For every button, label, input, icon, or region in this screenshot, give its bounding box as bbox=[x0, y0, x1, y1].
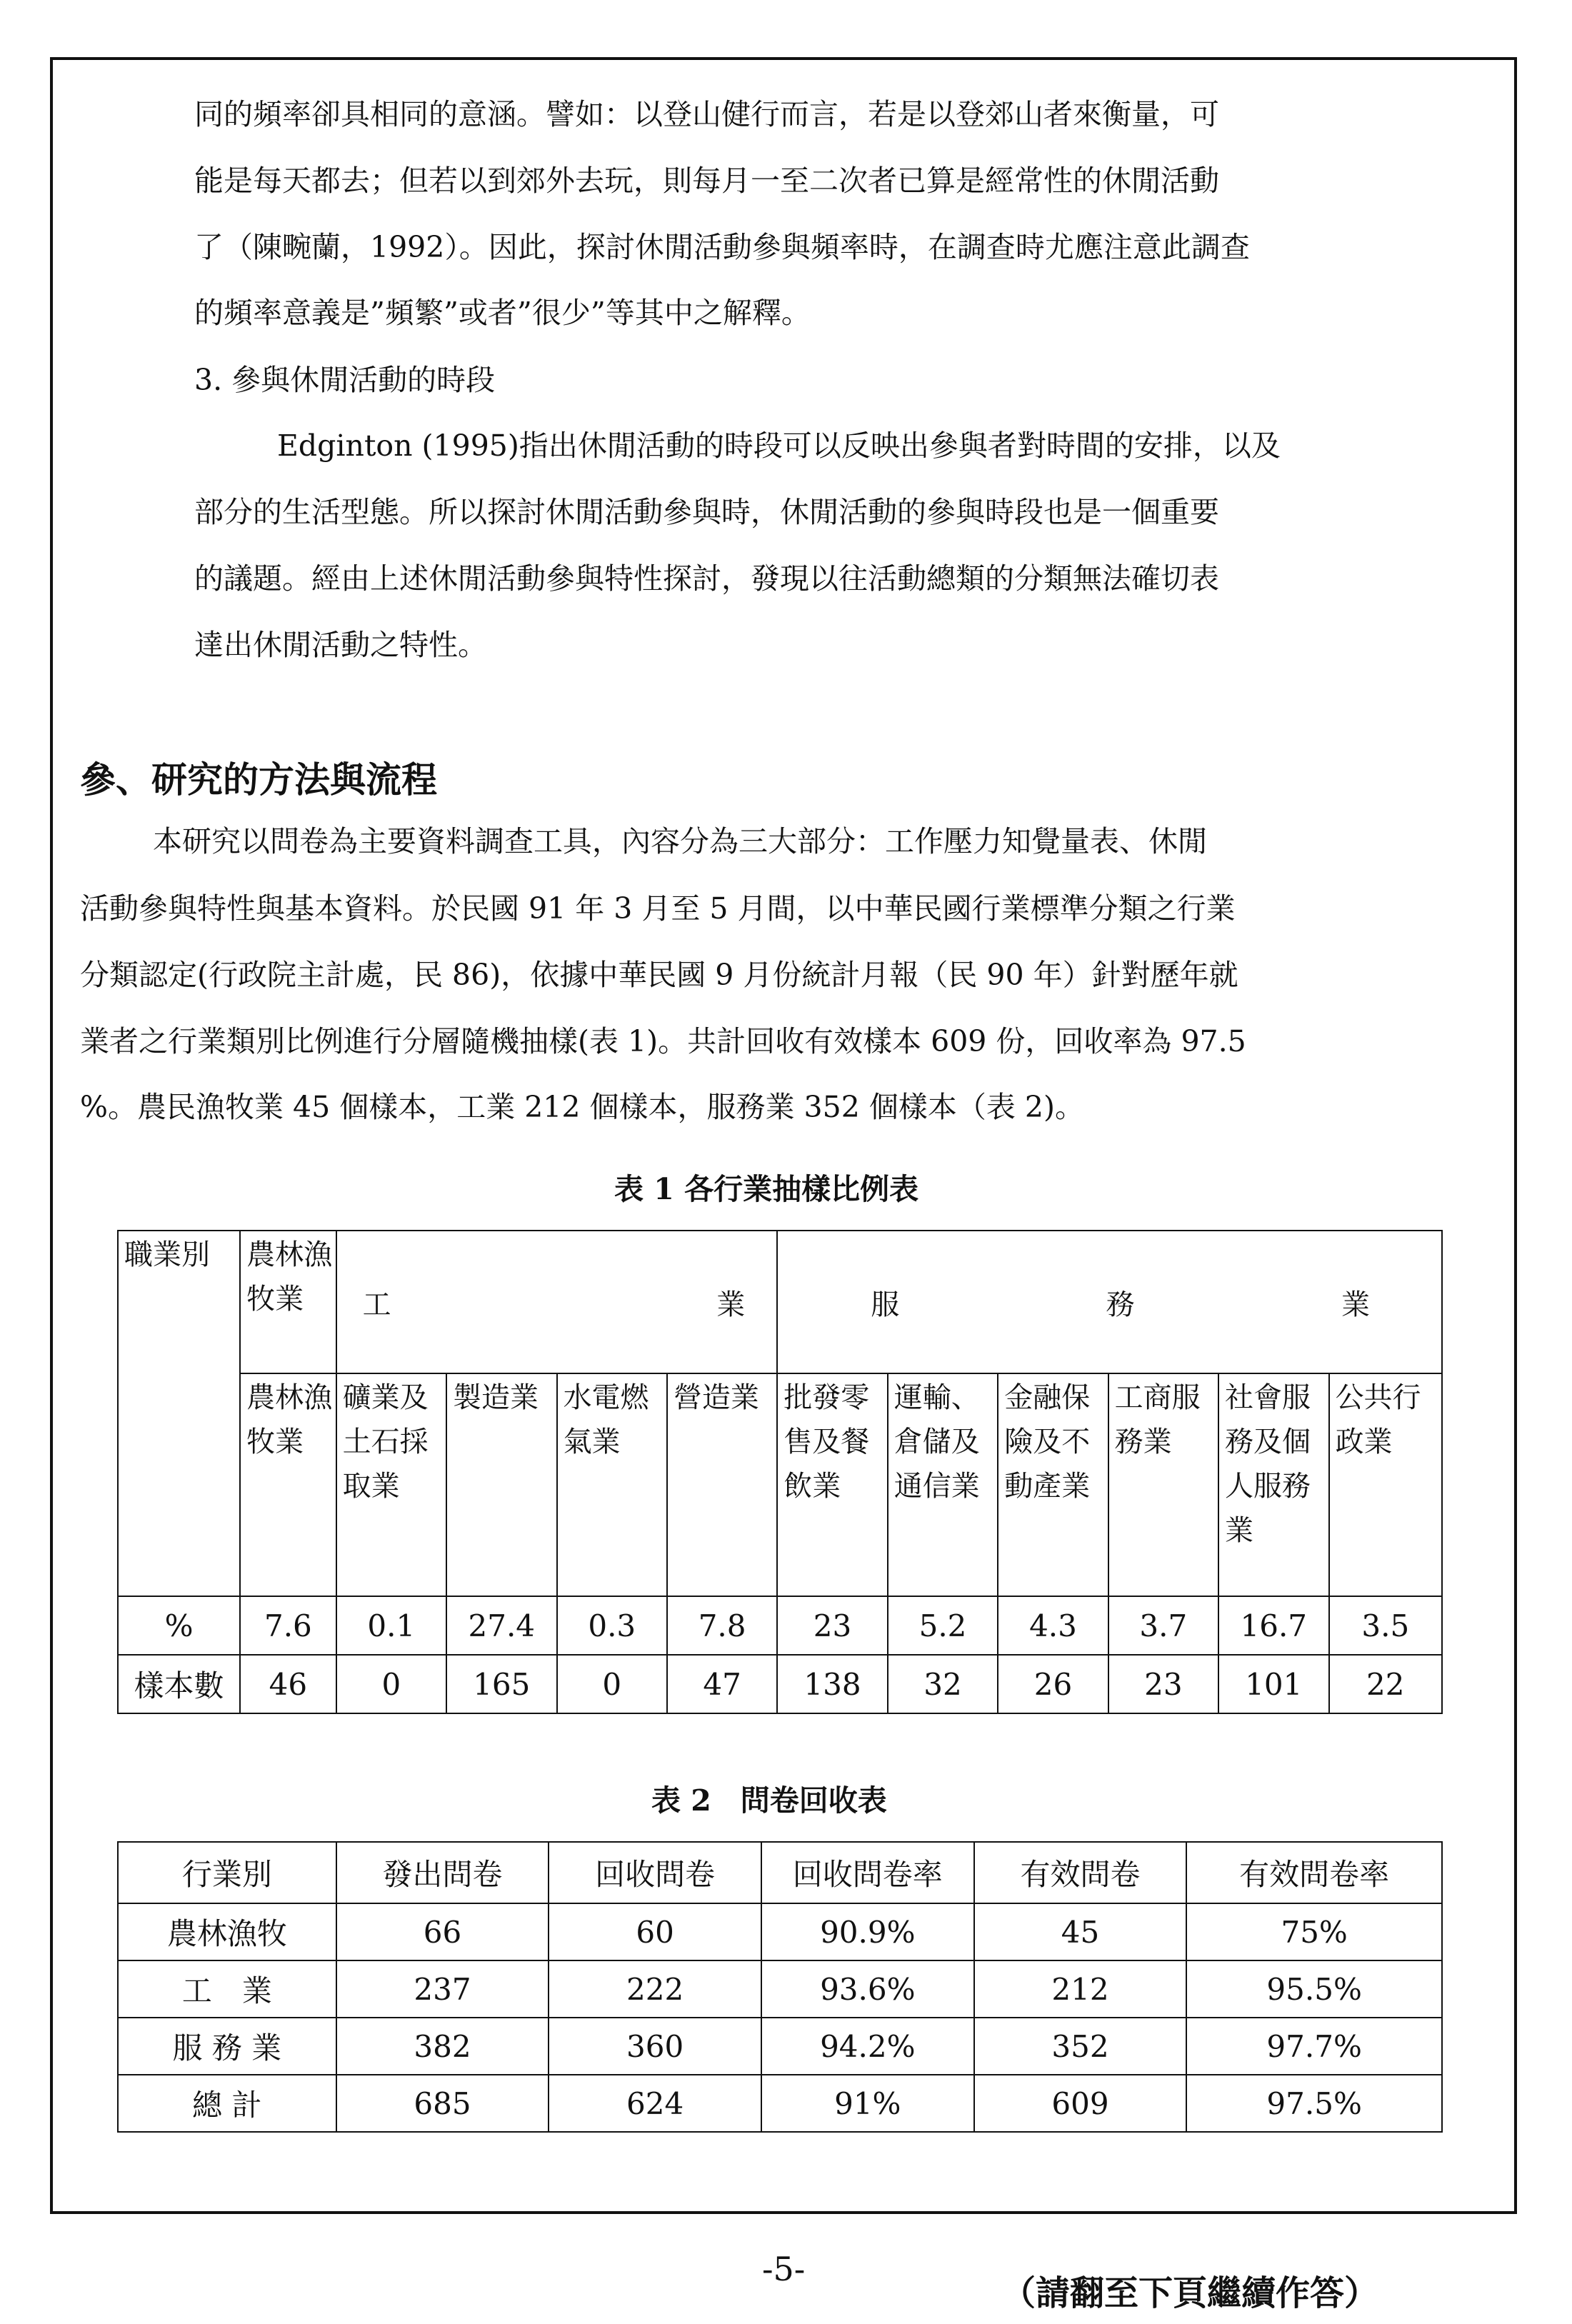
count-cell: 0 bbox=[557, 1655, 667, 1713]
percent-cell: 27.4 bbox=[446, 1596, 557, 1655]
table-cell: 60 bbox=[549, 1903, 761, 1960]
table-cell: 95.5% bbox=[1186, 1960, 1442, 2018]
table-cell: 624 bbox=[549, 2075, 761, 2132]
table1-caption: 表 1 各行業抽樣比例表 bbox=[614, 1172, 919, 1206]
corner-cell: 職業別 bbox=[118, 1231, 240, 1596]
percent-cell: 7.6 bbox=[240, 1596, 336, 1655]
sampling-ratio-table bbox=[117, 1230, 1443, 1714]
table-cell: 685 bbox=[336, 2075, 549, 2132]
text-line: 的頻率意義是”頻繁”或者”很少”等其中之解釋。 bbox=[194, 296, 811, 330]
table-row bbox=[118, 2018, 1442, 2075]
count-cell: 165 bbox=[446, 1655, 557, 1713]
count-cell: 0 bbox=[336, 1655, 446, 1713]
text-line: 達出休閒活動之特性。 bbox=[194, 628, 487, 662]
subcategory-cell: 社會服務及個人服務業 bbox=[1218, 1373, 1329, 1596]
percent-cell: 5.2 bbox=[888, 1596, 998, 1655]
table-cell: 382 bbox=[336, 2018, 549, 2075]
subcategory-cell: 營造業 bbox=[667, 1373, 777, 1596]
table-row bbox=[118, 1960, 1442, 2018]
table-row bbox=[118, 1903, 1442, 1960]
table-cell: 352 bbox=[974, 2018, 1187, 2075]
group-industry-char: 業 bbox=[716, 1288, 746, 1321]
percent-row-label: % bbox=[118, 1596, 240, 1655]
text-line: %。農民漁牧業 45 個樣本，工業 212 個樣本，服務業 352 個樣本（表 2)。 bbox=[80, 1090, 1084, 1124]
subcategory-cell: 批發零售及餐飲業 bbox=[777, 1373, 887, 1596]
header-cell: 有效問卷率 bbox=[1186, 1842, 1442, 1903]
text-line: 活動參與特性與基本資料。於民國 91 年 3 月至 5 月間，以中華民國行業標準分類之行業 bbox=[80, 891, 1236, 926]
table2-caption: 表 2 問卷回收表 bbox=[651, 1783, 887, 1818]
subcategory-cell: 製造業 bbox=[446, 1373, 557, 1596]
header-cell: 回收問卷率 bbox=[761, 1842, 974, 1903]
count-cell: 46 bbox=[240, 1655, 336, 1713]
header-cell: 發出問卷 bbox=[336, 1842, 549, 1903]
percent-cell: 0.1 bbox=[336, 1596, 446, 1655]
table-cell: 91% bbox=[761, 2075, 974, 2132]
questionnaire-return-table bbox=[117, 1841, 1443, 2133]
table-cell: 75% bbox=[1186, 1903, 1442, 1960]
text-line: 本研究以問卷為主要資料調查工具，內容分為三大部分：工作壓力知覺量表、休閒 bbox=[153, 824, 1207, 858]
text-line: 部分的生活型態。所以探討休閒活動參與時，休閒活動的參與時段也是一個重要 bbox=[194, 495, 1219, 529]
count-cell: 138 bbox=[777, 1655, 887, 1713]
continue-note: （請翻至下頁繼續作答） bbox=[1001, 2273, 1379, 2313]
table-cell: 222 bbox=[549, 1960, 761, 2018]
text-line: 業者之行業類別比例進行分層隨機抽樣(表 1)。共計回收有效樣本 609 份，回收率為 97.5 bbox=[80, 1024, 1246, 1058]
subcategory-cell: 水電燃氣業 bbox=[557, 1373, 667, 1596]
table-cell: 97.7% bbox=[1186, 2018, 1442, 2075]
percent-cell: 3.7 bbox=[1108, 1596, 1218, 1655]
percent-cell: 0.3 bbox=[557, 1596, 667, 1655]
percent-cell: 7.8 bbox=[667, 1596, 777, 1655]
text-line: 了（陳畹蘭，1992）。因此，探討休閒活動參與頻率時，在調查時尤應注意此調查 bbox=[194, 230, 1250, 264]
group-service-char: 業 bbox=[1341, 1288, 1370, 1321]
count-cell: 26 bbox=[998, 1655, 1108, 1713]
table-cell: 90.9% bbox=[761, 1903, 974, 1960]
group-service-char: 務 bbox=[1106, 1288, 1135, 1321]
subcategory-cell: 金融保險及不動產業 bbox=[998, 1373, 1108, 1596]
subcategory-cell: 礦業及土石採取業 bbox=[336, 1373, 446, 1596]
count-cell: 101 bbox=[1218, 1655, 1329, 1713]
group-industry bbox=[336, 1231, 778, 1373]
page-number: -5- bbox=[762, 2250, 806, 2288]
subcategory-cell: 農林漁牧業 bbox=[240, 1373, 336, 1596]
table-cell: 農林漁牧 bbox=[118, 1903, 336, 1960]
group-service-char: 服 bbox=[871, 1288, 900, 1321]
percent-cell: 23 bbox=[777, 1596, 887, 1655]
header-cell: 回收問卷 bbox=[549, 1842, 761, 1903]
subcategory-cell: 公共行政業 bbox=[1329, 1373, 1442, 1596]
text-line: Edginton (1995)指出休閒活動的時段可以反映出參與者對時間的安排，以及 bbox=[277, 429, 1281, 463]
text-line: 分類認定(行政院主計處，民 86)，依據中華民國 9 月份統計月報（民 90 年）針對歷年就 bbox=[80, 958, 1238, 992]
text-line: 同的頻率卻具相同的意涵。譬如：以登山健行而言，若是以登郊山者來衡量，可 bbox=[194, 97, 1219, 131]
table-cell: 服 務 業 bbox=[118, 2018, 336, 2075]
percent-cell: 16.7 bbox=[1218, 1596, 1329, 1655]
subcategory-cell: 運輸、倉儲及通信業 bbox=[888, 1373, 998, 1596]
percent-cell: 4.3 bbox=[998, 1596, 1108, 1655]
count-cell: 47 bbox=[667, 1655, 777, 1713]
table-cell: 總 計 bbox=[118, 2075, 336, 2132]
table-cell: 工 業 bbox=[118, 1960, 336, 2018]
text-line: 能是每天都去；但若以到郊外去玩，則每月一至二次者已算是經常性的休閒活動 bbox=[194, 164, 1219, 198]
table-cell: 360 bbox=[549, 2018, 761, 2075]
table-cell: 212 bbox=[974, 1960, 1187, 2018]
count-cell: 32 bbox=[888, 1655, 998, 1713]
percent-cell: 3.5 bbox=[1329, 1596, 1442, 1655]
group-agri: 農林漁牧業 bbox=[240, 1231, 336, 1373]
header-cell: 行業別 bbox=[118, 1842, 336, 1903]
table-cell: 66 bbox=[336, 1903, 549, 1960]
count-row-label: 樣本數 bbox=[118, 1655, 240, 1713]
table-cell: 45 bbox=[974, 1903, 1187, 1960]
section-heading: 參、研究的方法與流程 bbox=[80, 758, 437, 801]
table-cell: 97.5% bbox=[1186, 2075, 1442, 2132]
list-item-heading: 3. 參與休閒活動的時段 bbox=[194, 363, 496, 397]
count-cell: 23 bbox=[1108, 1655, 1218, 1713]
table-cell: 237 bbox=[336, 1960, 549, 2018]
table-cell: 94.2% bbox=[761, 2018, 974, 2075]
table-cell: 609 bbox=[974, 2075, 1187, 2132]
text-line: 的議題。經由上述休閒活動參與特性探討，發現以往活動總類的分類無法確切表 bbox=[194, 561, 1219, 596]
count-cell: 22 bbox=[1329, 1655, 1442, 1713]
table-cell: 93.6% bbox=[761, 1960, 974, 2018]
group-industry-char: 工 bbox=[362, 1288, 391, 1321]
subcategory-cell: 工商服務業 bbox=[1108, 1373, 1218, 1596]
table-row bbox=[118, 2075, 1442, 2132]
header-cell: 有效問卷 bbox=[974, 1842, 1187, 1903]
group-service bbox=[777, 1231, 1442, 1373]
